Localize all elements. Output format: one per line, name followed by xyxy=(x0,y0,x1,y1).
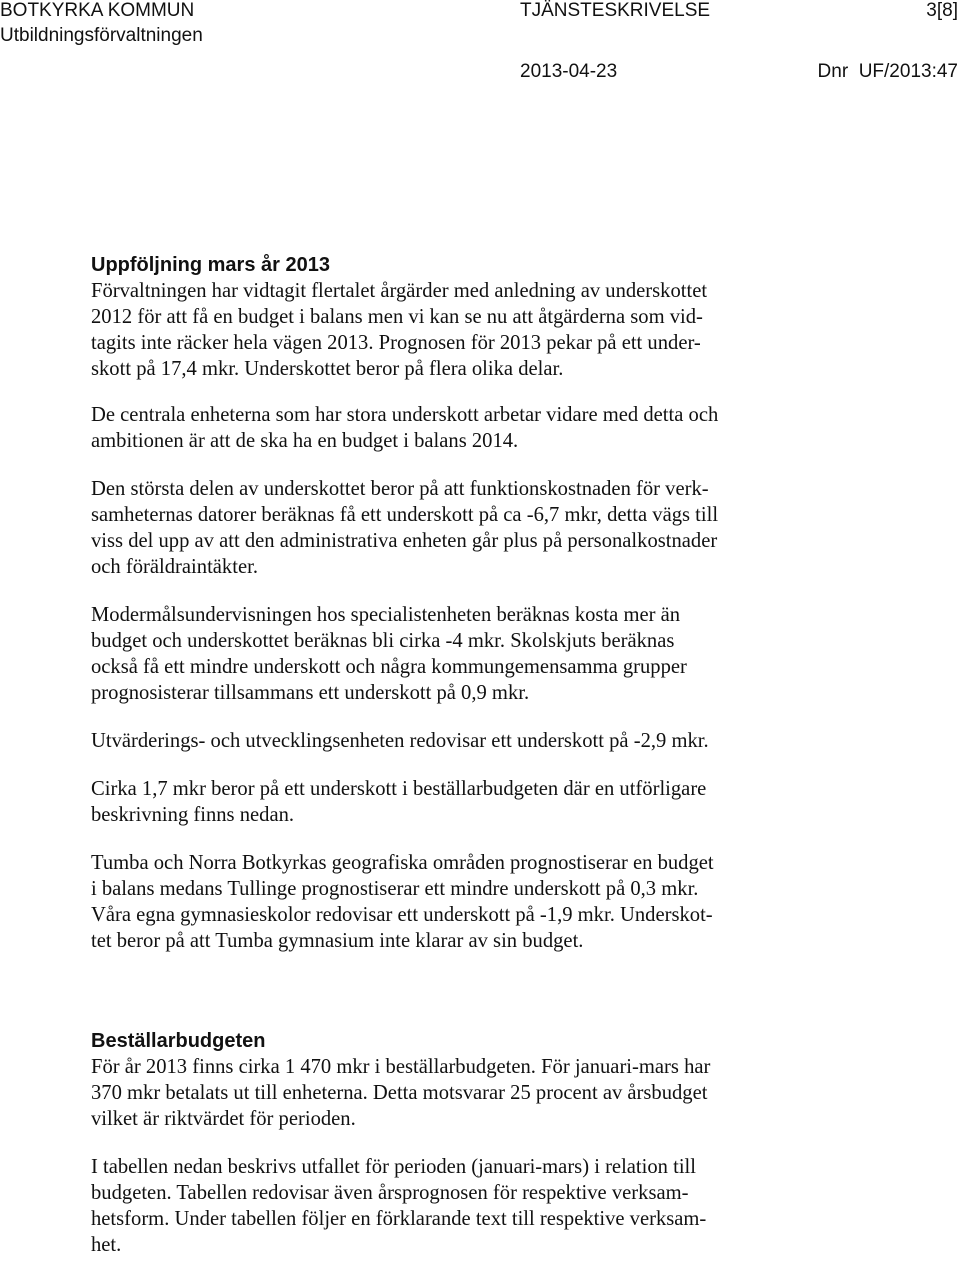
text-line: 370 mkr betalats ut till enheterna. Detta motsvarar 25 procent av årsbudget xyxy=(91,1082,708,1104)
text-line: viss del upp av att den administrativa enheten går plus på personalkostnader xyxy=(91,530,718,552)
paragraph xyxy=(91,476,821,580)
text-line: I tabellen nedan beskrivs utfallet för perioden (januari-mars) i relation till xyxy=(91,1156,697,1178)
text-line: De centrala enheterna som har stora underskott arbetar vidare med detta och xyxy=(91,404,719,426)
paragraph xyxy=(91,1054,821,1132)
text-line: i balans medans Tullinge prognostiserar ett mindre underskott på 0,3 mkr. xyxy=(91,878,699,900)
document-body xyxy=(91,252,821,1258)
paragraph xyxy=(91,776,821,828)
organization-name: BOTKYRKA KOMMUN xyxy=(0,0,195,21)
text-line: också få ett mindre underskott och några kommungemensamma grupper xyxy=(91,656,687,678)
text-line: Våra egna gymnasieskolor redovisar ett underskott på -1,9 mkr. Underskot- xyxy=(91,904,713,926)
department-name: Utbildningsförvaltningen xyxy=(0,25,203,46)
text-line: Förvaltningen har vidtagit flertalet årgärder med anledning av underskottet xyxy=(91,280,708,302)
text-line: budgeten. Tabellen redovisar även årsprognosen för respektive verksam- xyxy=(91,1182,689,1204)
document-date: 2013-04-23 xyxy=(520,61,618,82)
text-line: vilket är riktvärdet för perioden. xyxy=(91,1108,356,1130)
text-line: budget och underskottet beräknas bli cirka -4 mkr. Skolskjuts beräknas xyxy=(91,630,675,652)
text-line: beskrivning finns nedan. xyxy=(91,804,295,826)
paragraph xyxy=(91,850,821,954)
text-line: Tumba och Norra Botkyrkas geografiska områden prognostiserar en budget xyxy=(91,852,714,874)
text-line: hetsform. Under tabellen följer en förklarande text till respektive verksam- xyxy=(91,1208,707,1230)
paragraph xyxy=(91,402,821,454)
text-line: För år 2013 finns cirka 1 470 mkr i beställarbudgeten. För januari-mars har xyxy=(91,1056,711,1078)
text-line: samheternas datorer beräknas få ett underskott på ca -6,7 mkr, detta vägs till xyxy=(91,504,719,526)
text-line: prognosisterar tillsammans ett underskott på 0,9 mkr. xyxy=(91,682,530,704)
section-heading-uppfoljning: Uppföljning mars år 2013 xyxy=(91,254,330,276)
text-line: ambitionen är att de ska ha en budget i balans 2014. xyxy=(91,430,519,452)
text-line: Den största delen av underskottet beror på att funktionskostnaden för verk- xyxy=(91,478,709,500)
text-line: Cirka 1,7 mkr beror på ett underskott i beställarbudgeten där en utförligare xyxy=(91,778,707,800)
text-line: Modermålsundervisningen hos specialistenheten beräknas kosta mer än xyxy=(91,604,681,626)
paragraph xyxy=(91,1154,821,1258)
text-line: skott på 17,4 mkr. Underskottet beror på flera olika delar. xyxy=(91,358,564,380)
text-line: tagits inte räcker hela vägen 2013. Prognosen för 2013 pekar på ett under- xyxy=(91,332,701,354)
page-number: 3[8] xyxy=(926,0,958,21)
text-line: tet beror på att Tumba gymnasium inte klarar av sin budget. xyxy=(91,930,584,952)
text-line: het. xyxy=(91,1234,122,1256)
document-type: TJÄNSTESKRIVELSE xyxy=(520,0,711,21)
paragraph xyxy=(91,728,821,754)
paragraph xyxy=(91,602,821,706)
text-line: Utvärderings- och utvecklingsenheten redovisar ett underskott på -2,9 mkr. xyxy=(91,730,709,752)
section-heading-bestallarbudgeten: Beställarbudgeten xyxy=(91,1030,266,1052)
text-line: 2012 för att få en budget i balans men vi kan se nu att åtgärderna som vid- xyxy=(91,306,703,328)
text-line: och föräldraintäkter. xyxy=(91,556,258,578)
reference-number: Dnr UF/2013:47 xyxy=(817,61,958,82)
paragraph xyxy=(91,278,821,382)
